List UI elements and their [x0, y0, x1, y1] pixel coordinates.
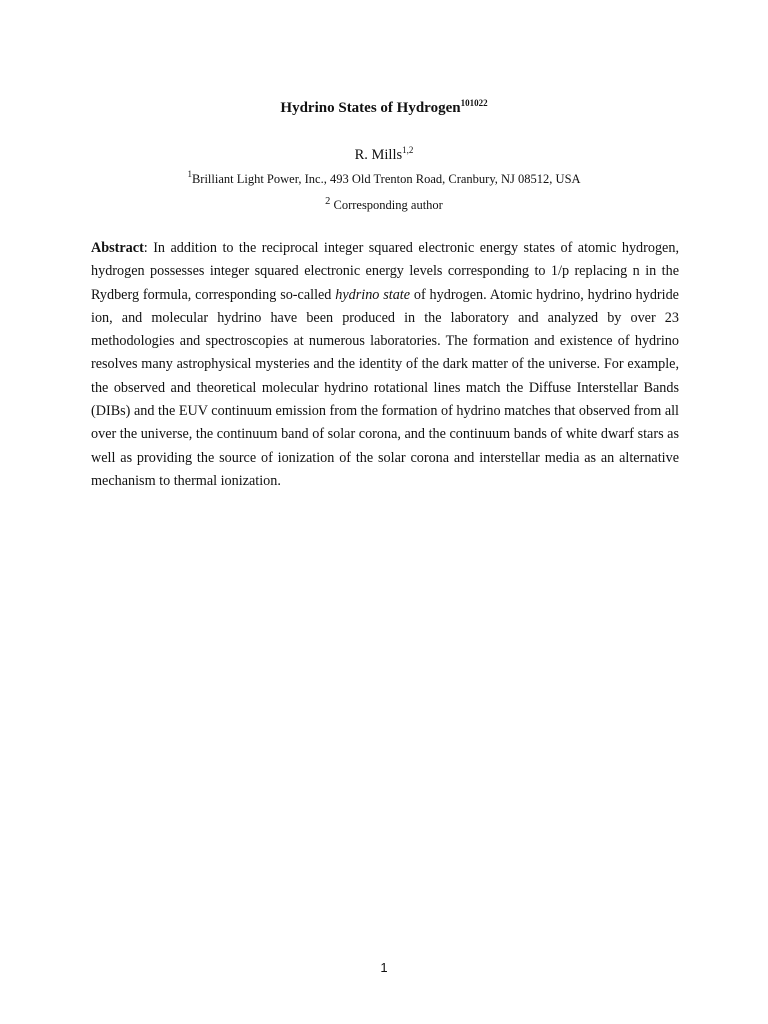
abstract-italic-term: hydrino state	[335, 286, 411, 303]
abstract-text-part-1: : In addition to the reciprocal integer squared electronic energy states of atomic hydrogen, hydrogen possesses integer squared electronic energy levels corresponding to 1/p replacing n in the Rydberg formula, corresponding so-called	[91, 240, 679, 303]
author-line	[0, 146, 768, 164]
affiliation-line	[0, 171, 768, 187]
paper-title-text: Hydrino States of Hydrogen	[280, 100, 461, 116]
corresponding-text: Corresponding author	[330, 198, 443, 213]
corresponding-marker: 2	[325, 196, 331, 207]
abstract-label: Abstract	[91, 240, 144, 256]
page-number: 1	[380, 960, 388, 975]
affiliation-marker: 1	[187, 169, 192, 179]
paper-title-superscript: 101022	[460, 98, 488, 108]
paper-title	[0, 99, 768, 117]
author-superscript: 1,2	[402, 145, 414, 155]
affiliation-text: Brilliant Light Power, Inc., 493 Old Trenton Road, Cranbury, NJ 08512, USA	[191, 172, 581, 186]
corresponding-author-line	[0, 194, 768, 213]
abstract-text-part-2: of hydrogen. Atomic hydrino, hydrino hydride ion, and molecular hydrino have been produced in the laboratory and analyzed by over 23 methodologies and spectroscopies at numerous laboratories. The formation and existence of hydrino resolves many astrophysical mysteries and the identity of the dark matter of the universe. For example, the observed and theoretical molecular hydrino rotational lines match the Diffuse Interstellar Bands (DIBs) and the EUV continuum emission from the formation of hydrino matches that observed from all over the universe, the continuum band of solar corona, and the continuum bands of white dwarf stars as well as providing the source of ionization of the solar corona and interstellar media as an alternative mechanism to thermal ionization.	[91, 286, 679, 489]
author-name: R. Mills	[354, 147, 403, 163]
abstract-paragraph	[91, 237, 679, 493]
